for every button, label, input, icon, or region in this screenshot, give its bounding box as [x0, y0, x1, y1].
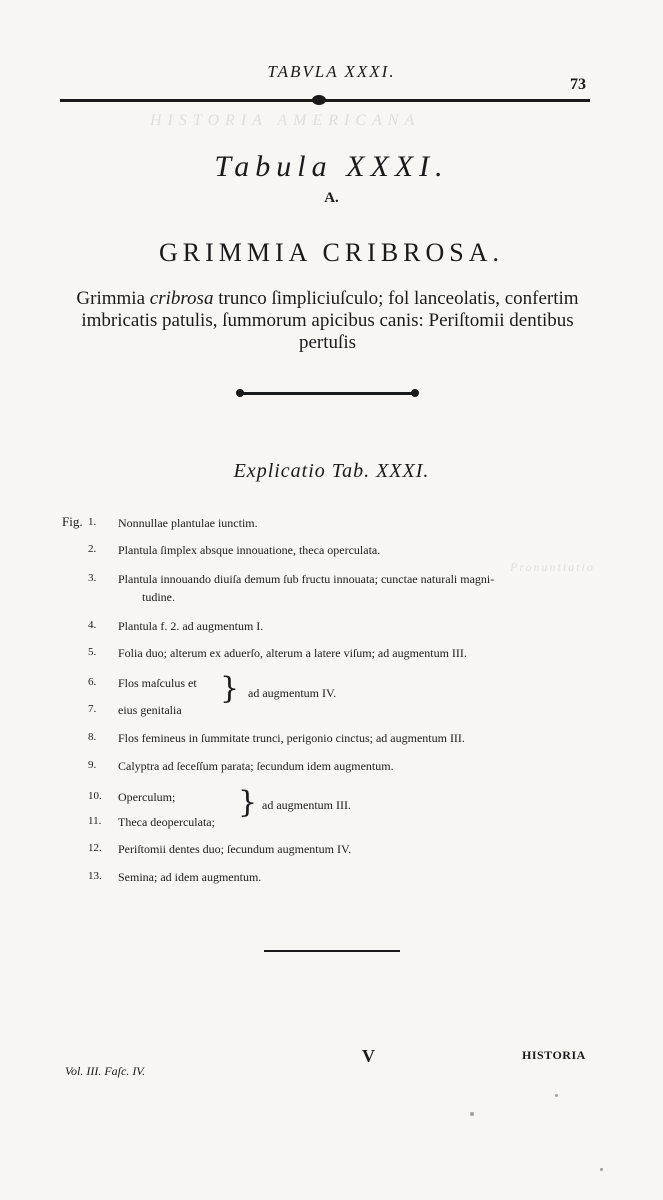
brace-note: ad augmentum III.	[262, 798, 351, 812]
diagnosis-text: trunco ſimpliciuſculo; fol lanceolatis, confertim imbricatis patulis, ſummorum apicibus canis: Periſtomii dentibus pertuſis	[81, 288, 579, 353]
item-number: 13.	[88, 870, 102, 882]
grouping-brace: }	[220, 671, 240, 706]
volume-line: Vol. III. Faſc. IV.	[65, 1064, 146, 1078]
catchword: HISTORIA	[522, 1048, 586, 1062]
diagnosis-genus: Grimmia	[76, 288, 150, 309]
item-text: Semina; ad idem augmentum.	[118, 870, 262, 884]
item-text: Folia duo; alterum ex aduerſo, alterum a latere viſum; ad augmentum III.	[118, 646, 467, 660]
page-number: 73	[570, 76, 586, 93]
plate-title: Tabula XXXI.	[214, 150, 449, 183]
item-number: 10.	[88, 790, 102, 802]
signature-mark: V	[362, 1046, 375, 1066]
bleed-through-text: Pronuntiatio	[510, 560, 595, 574]
item-number: 11.	[88, 815, 102, 827]
item-text: Flos femineus in ſummitate trunci, perigonio cinctus; ad augmentum III.	[118, 731, 465, 745]
species-name: GRIMMIA CRIBROSA.	[158, 238, 505, 267]
item-number: 2.	[88, 543, 97, 555]
item-number: 3.	[88, 572, 97, 584]
section-divider	[240, 392, 415, 395]
header-ornament	[312, 95, 326, 105]
item-number: 8.	[88, 731, 97, 743]
item-number: 7.	[88, 703, 97, 715]
item-text: eius genitalia	[118, 703, 182, 717]
plate-subtitle: A.	[324, 190, 339, 206]
item-text: Plantula innouando diuiſa demum ſub fructu innouata; cunctae naturali magni-	[118, 572, 495, 586]
item-text: Theca deoperculata;	[118, 815, 215, 829]
item-number: 5.	[88, 646, 97, 658]
diagnosis-epithet: cribrosa	[149, 288, 214, 309]
fig-label: Fig.	[62, 514, 83, 529]
item-number: 6.	[88, 676, 97, 688]
bleed-through-text: HISTORIA AMERICANA	[150, 112, 421, 129]
paper-speck	[555, 1094, 558, 1097]
item-text: Plantula ſimplex absque innouatione, theca operculata.	[118, 543, 381, 557]
item-text: tudine.	[142, 590, 175, 604]
item-text: Periſtomii dentes duo; ſecundum augmentum IV.	[118, 842, 352, 856]
item-text: Nonnullae plantulae iunctim.	[118, 516, 258, 530]
running-head: TABVLA XXXI.	[267, 62, 396, 81]
item-text: Flos maſculus et	[118, 676, 197, 690]
brace-note: ad augmentum IV.	[248, 686, 337, 700]
paper-speck	[600, 1168, 603, 1171]
item-number: 1.	[88, 516, 97, 528]
item-number: 12.	[88, 842, 102, 854]
grouping-brace: }	[238, 785, 258, 820]
explanation-title: Explicatio Tab. XXXI.	[233, 460, 430, 482]
item-number: 9.	[88, 759, 97, 771]
species-diagnosis	[60, 288, 595, 354]
item-text: Operculum;	[118, 790, 176, 804]
item-text: Plantula f. 2. ad augmentum I.	[118, 619, 264, 633]
item-number: 4.	[88, 619, 97, 631]
item-text: Calyptra ad ſeceſſum parata; ſecundum idem augmentum.	[118, 759, 394, 773]
paper-speck	[470, 1112, 474, 1116]
closing-rule	[264, 950, 400, 952]
